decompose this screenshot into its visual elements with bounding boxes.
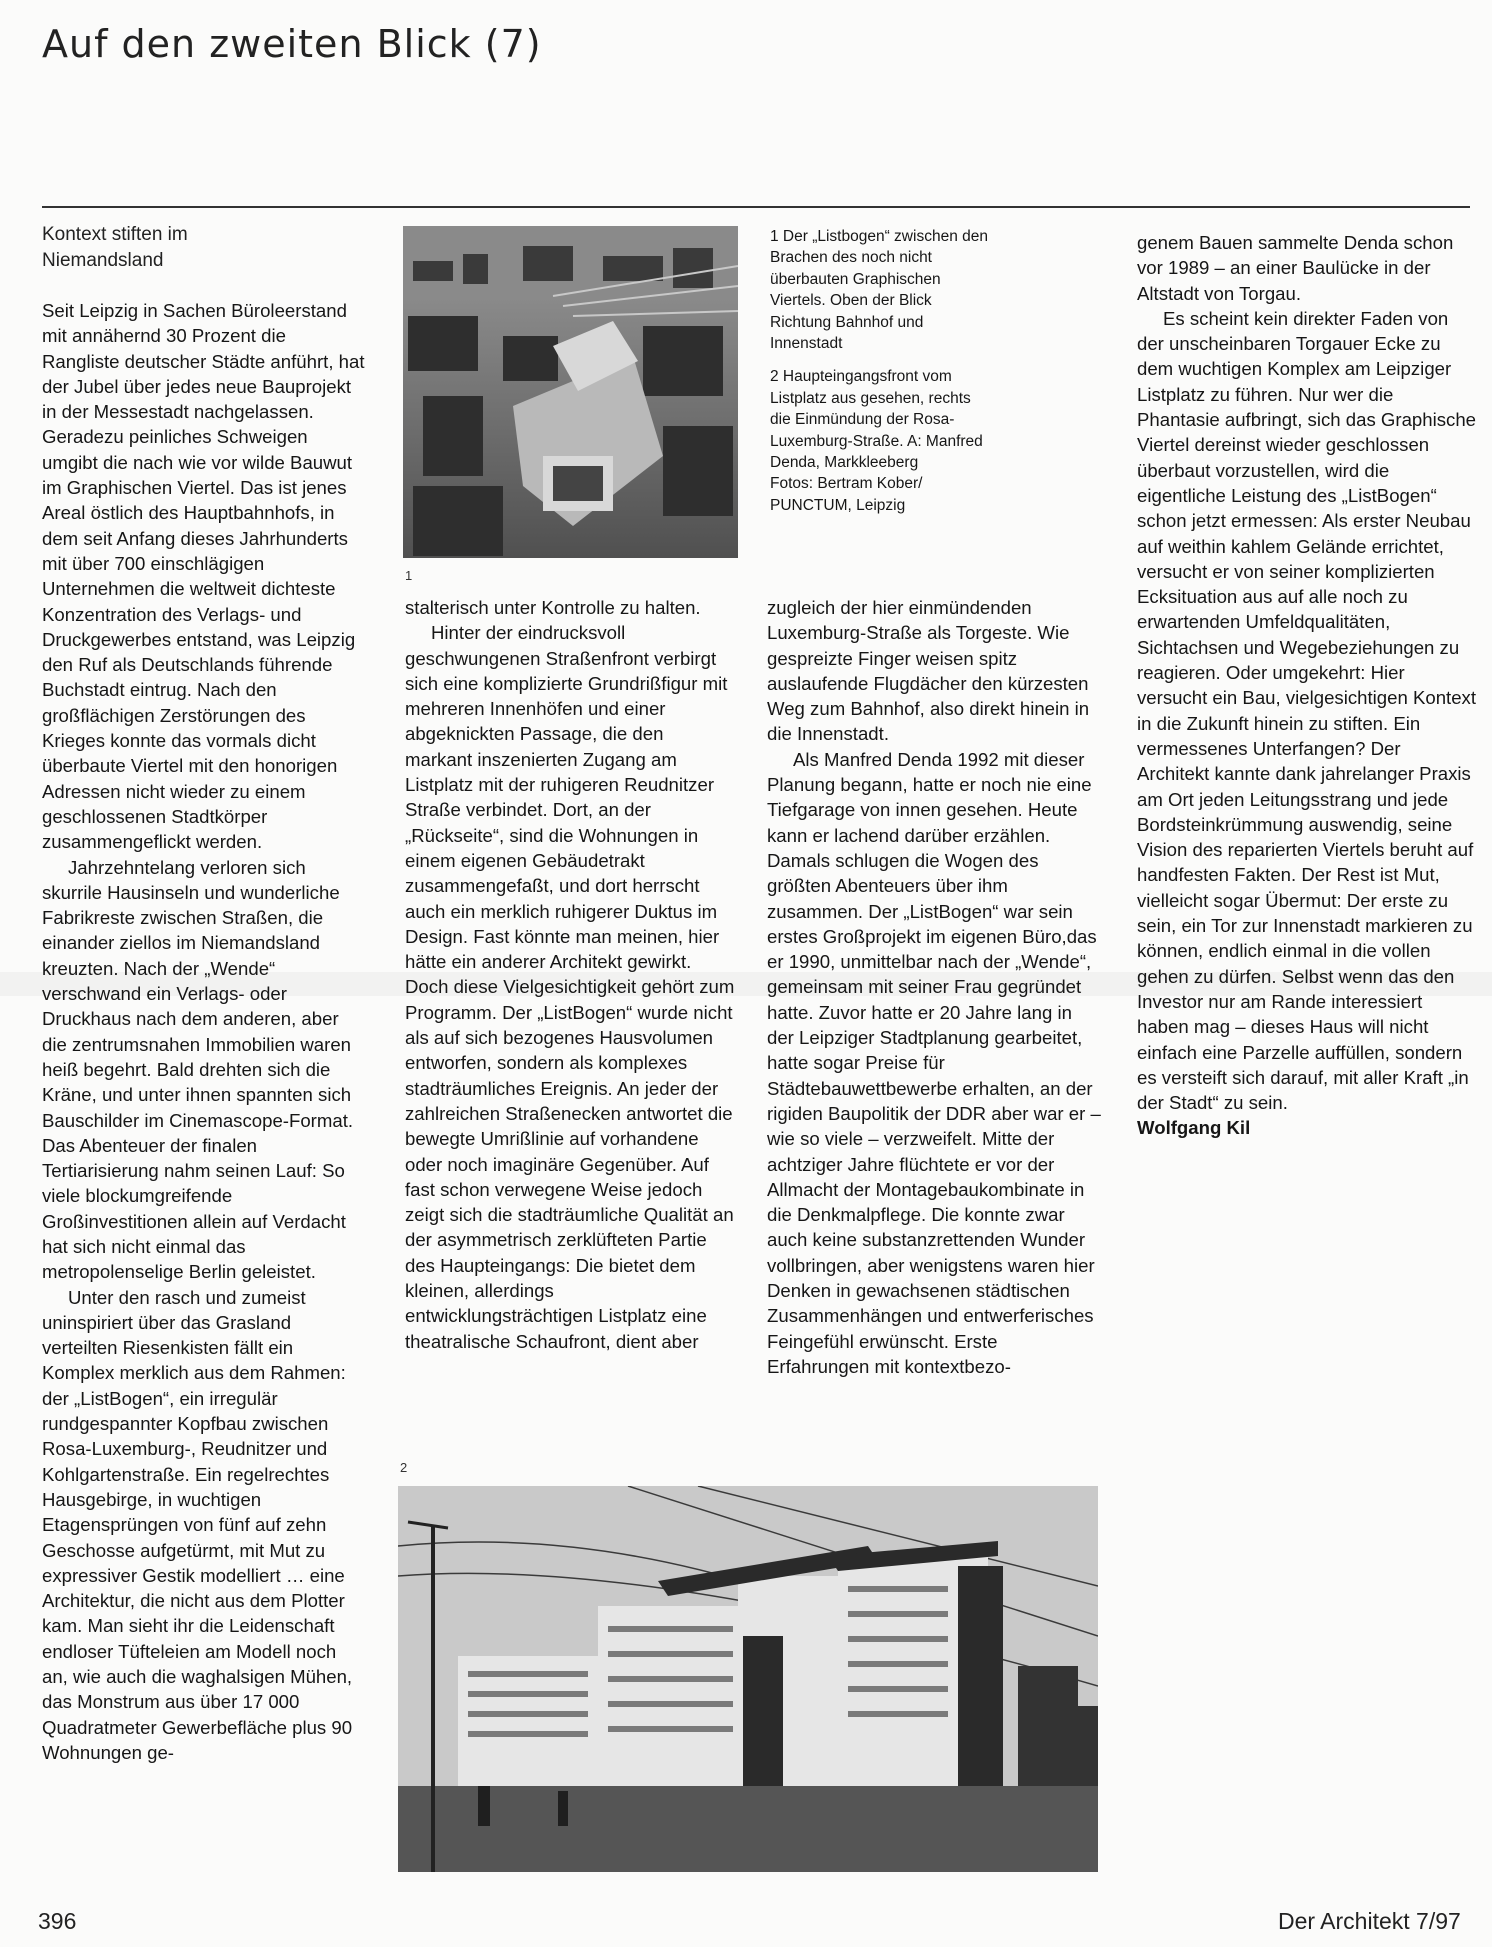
- paragraph: Es scheint kein direkter Faden von der unscheinbaren Torgauer Ecke zu dem wuchtigen Komplex am Leipziger Listplatz zu führen. Nur wer die Phantasie aufbringt, sich das Graphische Viertel dereinst wieder geschlossen überbaut vorzustellen, wird die eigentliche Leistung des „ListBogen“ schon jetzt ermessen: Als erster Neubau auf weithin kahlem Gelände errichtet, versucht er von seiner komplizierten Ecksituation aus auf alle noch zu erwartenden Umfeldqualitäten, Sichtachsen und Wegebeziehungen zu reagieren. Oder umgekehrt: Hier versucht ein Bau, vielgesichtigen Kontext in die Zukunft hinein zu stiften. Ein vermessenes Unterfangen? Der Architekt kannte dank jahrelanger Praxis am Ort jeden Leitungsstrang und jede Bordsteinkrümmung auswendig, seine Vision des reparierten Viertels beruht auf handfesten Fakten. Der Rest ist Mut, vielleicht sogar Übermut: Der erste zu sein, ein Tor zur Innenstadt markieren zu können, endlich einmal in die vollen gehen zu dürfen. Selbst wenn das den Investor nur am Rande interessiert haben mag – dieses Haus will nicht einfach eine Parzelle auffüllen, sondern es versteift sich darauf, mit aller Kraft „in der Stadt“ zu sein.: [1137, 307, 1477, 1114]
- paragraph: stalterisch unter Kontrolle zu halten.: [405, 597, 701, 618]
- paragraph: Jahrzehntelang verloren sich skurrile Hausinseln und wunderliche Fabrikreste zwischen Straßen, die einander ziellos im Niemandsland kreuzten. Nach der „Wende“ verschwand ein Verlags- oder Druckhaus nach dem anderen, aber die zentrumsnahen Immobilien waren heiß begehrt. Bald drehten sich die Kräne, und unter ihnen spannten sich Bauschilder im Cinemascope-Format. Das Abenteuer der finalen Tertiarisierung nahm seinen Lauf: So viele blockumgreifende Großinvestitionen allein auf Verdacht hat sich nicht einmal das metropolenselige Berlin geleistet.: [42, 856, 354, 1283]
- aerial-photo-graphic: [403, 226, 738, 558]
- caption-1: 1 Der „Listbogen“ zwischen den Brachen des noch nicht überbauten Graphischen Viertels. Oben der Blick Richtung Bahnhof und Innenstadt: [770, 228, 988, 353]
- page-number: 396: [38, 1908, 77, 1934]
- figure-number-2: 2: [400, 1460, 408, 1475]
- paragraph: Unter den rasch und zumeist uninspiriert über das Grasland verteilten Riesenkisten fällt ein Komplex merklich aus dem Rahmen: der „ListBogen“, ein irregulär rundgespannter Kopfbau zwischen Rosa-Luxemburg-, Reudnitzer und Kohlgartenstraße. Ein regelrechtes Hausgebirge, in wuchtigen Etagensprüngen von fünf auf zehn Geschosse aufgetürmt, mit Mut zu expressiver Gestik modelliert … eine Architektur, die nicht aus dem Plotter kam. Man sieht ihr die Leidenschaft endloser Tüfteleien am Modell noch an, wie auch die waghalsigen Mühen, das Monstrum aus über 17 000 Quadratmeter Gewerbefläche plus 90 Wohnungen ge-: [42, 1286, 353, 1763]
- text-column-2: [405, 595, 735, 1354]
- text-column-3: [767, 595, 1102, 1379]
- figure-captions: [770, 226, 990, 528]
- header-rule: [42, 206, 1470, 208]
- article-title: Auf den zweiten Blick (7): [42, 22, 542, 66]
- text-column-1: [42, 298, 367, 1765]
- building-photo-graphic: [398, 1486, 1098, 1872]
- paragraph: genem Bauen sammelte Denda schon vor 1989 – an einer Baulücke in der Altstadt von Torgau.: [1137, 232, 1454, 304]
- paragraph: Seit Leipzig in Sachen Büroleerstand mit annähernd 30 Prozent die Rangliste deutscher Städte anführt, hat der Jubel über jedes neue Bauprojekt in der Messestadt nachgelassen. Geradezu peinliches Schweigen umgibt die nach wie vor wilde Bauwut im Graphischen Viertel. Das ist jenes Areal östlich des Hauptbahnhofs, in dem seit Anfang dieses Jahrhunderts mit über 700 einschlägigen Unternehmen die weltweit dichteste Konzentration des Verlags- und Druckgewerbes entstand, was Leipzig den Ruf als Deutschlands führende Buchstadt eintrug. Nach den großflächigen Zerstörungen des Krieges konnte das vormals dicht überbaute Viertel mit den honorigen Adressen nicht wieder zu einem geschlossenen Stadtkörper zusammengeflickt werden.: [42, 300, 365, 853]
- figure-number-1: 1: [405, 568, 413, 583]
- journal-issue: Der Architekt 7/97: [1278, 1908, 1461, 1934]
- building-photo: [398, 1486, 1098, 1872]
- paragraph: Hinter der eindrucksvoll geschwungenen Straßenfront verbirgt sich eine komplizierte Grundrißfigur mit mehreren Innenhöfen und einer abgeknickten Passage, die den markant inszenierten Zugang am Listplatz mit der ruhigeren Reudnitzer Straße verbindet. Dort, an der „Rückseite“, sind die Wohnungen in einem eigenen Gebäudetrakt zusammengefaßt, und dort herrscht auch ein merklich ruhigerer Duktus im Design. Fast könnte man meinen, hier hätte ein anderer Architekt gewirkt. Doch diese Vielgesichtigkeit gehört zum Programm. Der „ListBogen“ wurde nicht als auf sich bezogenes Hausvolumen entworfen, sondern als komplexes stadträumliches Ereignis. An jeder der zahlreichen Straßenecken antwortet die bewegte Umrißlinie auf vorhandene oder noch imaginäre Gegenüber. Auf fast schon verwegene Weise jedoch zeigt sich die stadträumliche Qualität an der asymmetrisch zerklüfteten Partie des Haupteingangs: Die bietet dem kleinen, allerdings entwicklungsträchtigen Listplatz eine theatralische Schaufront, dient aber: [405, 622, 735, 1352]
- paragraph: Als Manfred Denda 1992 mit dieser Planung begann, hatte er noch nie eine Tiefgarage von innen gesehen. Heute kann er lachend darüber erzählen. Damals schlugen die Wogen des größten Abenteuers über ihm zusammen. Der „ListBogen“ war sein erstes Großprojekt im eigenen Büro,das er 1990, unmittelbar nach der „Wende“, gemeinsam mit seiner Frau gegründet hatte. Zuvor hatte er 20 Jahre lang in der Leipziger Stadtplanung gearbeitet, hatte sogar Preise für Städtebauwettbewerbe erhalten, an der rigiden Baupolitik der DDR aber war er – wie so viele – verzweifelt. Mitte der achtziger Jahre flüchtete er vor der Allmacht der Montagebaukombinate in die Denkmalpflege. Die konnte zwar auch keine substanzrettenden Wunder vollbringen, aber wenigstens waren hier Denken in gewachsenen städtischen Zusammenhängen und entwerferisches Feingefühl erwünscht. Erste Erfahrungen mit kontextbezo-: [767, 748, 1101, 1377]
- author-name: Wolfgang Kil: [1137, 1117, 1251, 1139]
- paragraph: zugleich der hier einmündenden Luxemburg-Straße als Torgeste. Wie gespreizte Finger weisen spitz auslaufende Flugdächer den kürzesten Weg zum Bahnhof, also direkt hinein in die Innenstadt.: [767, 597, 1090, 745]
- caption-2: 2 Haupteingangsfront vom Listplatz aus gesehen, rechts die Einmündung der Rosa-Luxemburg-Straße. A: Manfred Denda, Markkleeberg: [770, 368, 983, 472]
- aerial-photo: [403, 226, 738, 558]
- article-subhead: Kontext stiften im Niemandsland: [42, 224, 188, 271]
- text-column-4: [1137, 230, 1477, 1141]
- photo-credit: Fotos: Bertram Kober/ PUNCTUM, Leipzig: [770, 475, 923, 514]
